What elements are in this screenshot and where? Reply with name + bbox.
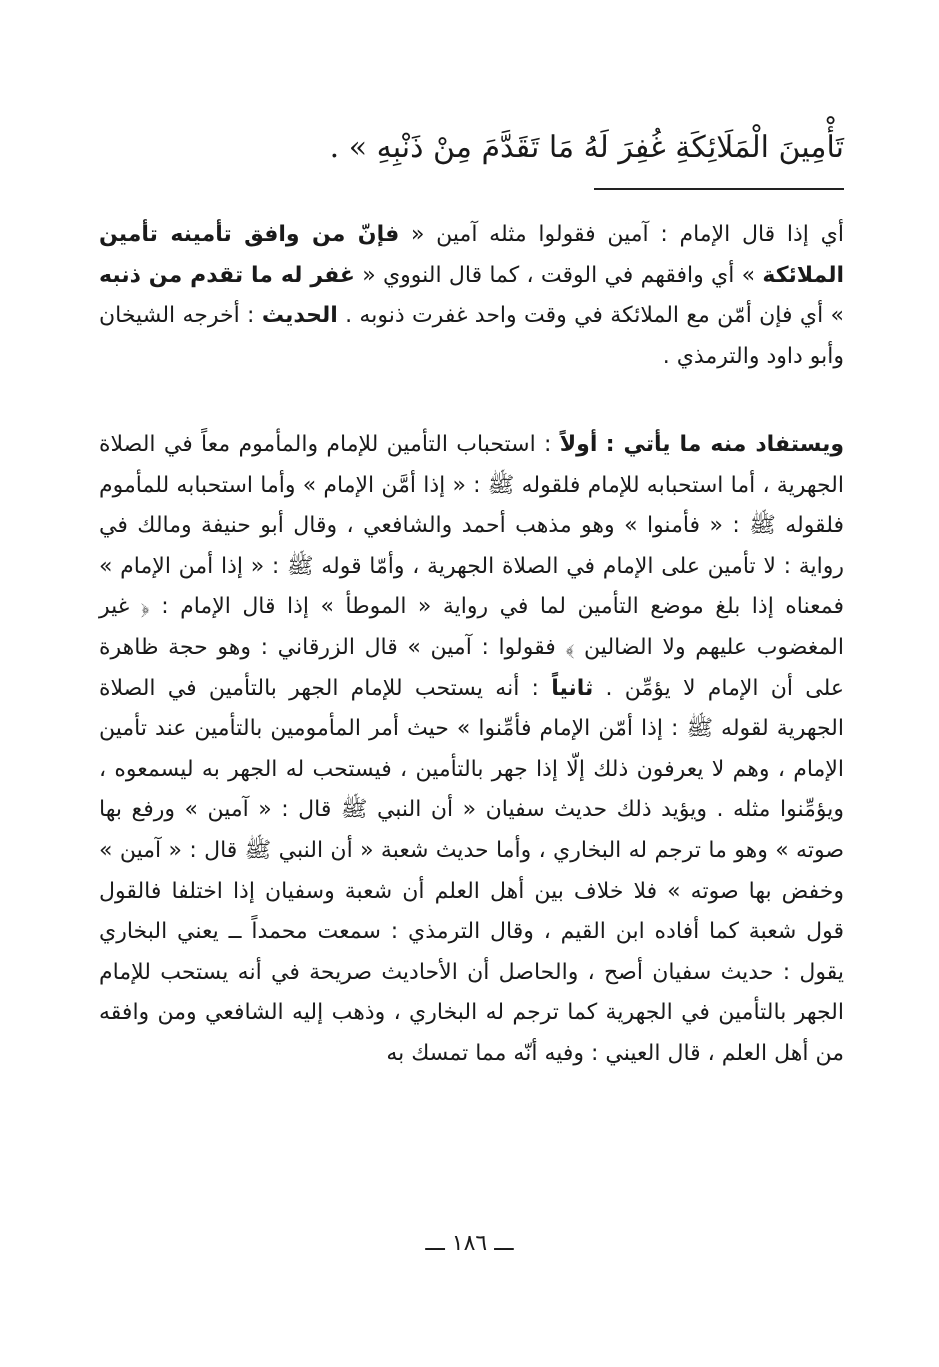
p1-text-1: أي إذا قال الإمام : آمين فقولوا مثله آمين «: [410, 222, 844, 247]
p1-bold-quote-2: غفر له ما تقدم من ذنبه: [99, 262, 355, 288]
commentary-paragraph-1: [99, 215, 844, 377]
p1-text-4: : أخرجه الشيخان وأبو داود والترمذي .: [99, 303, 844, 369]
p1-text-2: » أي وافقهم في الوقت ، كما قال النووي «: [362, 262, 756, 288]
hadith-verse-line: تَأْمِينَ الْمَلَائِكَةِ غُفِرَ لَهُ مَا تَقَدَّمَ مِنْ ذَنْبِهِ » .: [329, 130, 844, 165]
p2-text-1: : استحباب التأمين للإمام والمأموم معاً في الصلاة الجهرية ، أما استحبابه للإمام فلقوله ﷺ : « إذا أمَّن الإمام » وأما استحبابه للمأموم فلقوله ﷺ : « فأمنوا » وهو مذهب أحمد والشافعي ، وقال أبو حنيفة ومالك في رواية : لا تأمين على الإمام في الصلاة الجهرية ، وأمّا قوله ﷺ : « إذا أمن الإمام » فمعناه إذا بلغ موضع التأمين لما في رواية « الموطأ » إذا قال الإمام : ﴿ غير المغضوب عليهم ولا الضالين ﴾ فقولوا : آمين » قال الزرقاني : وهو حجة ظاهرة على أن الإمام لا يؤمِّن .: [99, 432, 845, 701]
p1-text-3: » أي فإن أمّن مع الملائكة في وقت واحد غفرت ذنوبه .: [345, 303, 844, 329]
footnote-divider: [594, 188, 844, 190]
p1-bold-hadith-label: الحديث: [261, 303, 338, 329]
p2-text-2: : أنه يستحب للإمام الجهر بالتأمين في الصلاة الجهرية لقوله ﷺ : إذا أمّن الإمام فأمِّنوا » حيث أمر المأمومين بالتأمين عند تأمين الإمام ، وهم لا يعرفون ذلك إلّا إذا جهر بالتأمين ، فيستحب له الجهر به ليسمعوه ، ويؤمِّنوا مثله . ويؤيد ذلك حديث سفيان « أن النبي ﷺ قال : « آمين » ورفع بها صوته » وهو ما ترجم له البخاري ، وأما حديث شعبة « أن النبي ﷺ قال : « آمين » وخفض بها صوته » فلا خلاف بين أهل العلم أن شعبة وسفيان إذا اختلفا فالقول قول شعبة كما أفاده ابن القيم ، وقال الترمذي : سمعت محمداً ــ يعني البخاري يقول : حديث سفيان أصح ، والحاصل أن الأحاديث صريحة في أنه يستحب للإمام الجهر بالتأمين في الجهرية كما ترجم له البخاري ، وذهب إليه الشافعي ومن وافقه من أهل العلم ، قال العيني : وفيه أنّه مما تمسك به: [99, 675, 844, 1066]
p2-bold-first: أولاً: [559, 432, 598, 457]
commentary-paragraph-2: [99, 425, 844, 1075]
p2-bold-intro: ويستفاد منه ما يأتي :: [605, 432, 845, 457]
p2-bold-second: ثانياً: [551, 675, 594, 701]
page-number: ـــ ١٨٦ ـــ: [425, 1231, 514, 1256]
p1-bold-quote-1: فإنّ من وافق تأمينه تأمين الملائكة: [99, 222, 845, 288]
